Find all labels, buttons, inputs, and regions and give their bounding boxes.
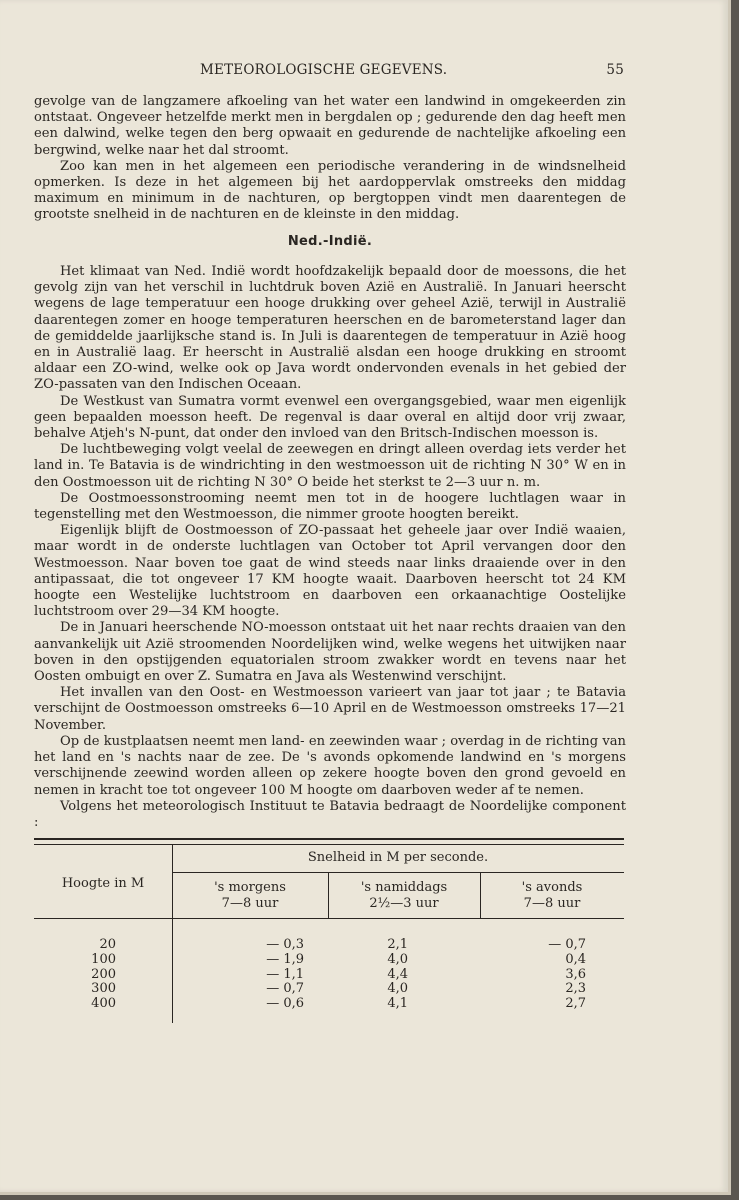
table-cell: 2,7	[565, 996, 586, 1012]
table-cell: 4,0	[387, 981, 408, 997]
subheader-line: 's morgens	[214, 880, 286, 895]
table-cell: 2,3	[565, 981, 586, 997]
table-cell: 4,0	[387, 951, 408, 967]
table-top-rule	[34, 838, 624, 840]
table-cell: 20	[99, 937, 116, 952]
group-header: Snelheid in M per seconde.	[307, 850, 489, 865]
table-header-rule	[34, 918, 624, 919]
morning-column	[172, 938, 304, 1012]
subheader-line: 2½—3 uur	[369, 896, 439, 911]
subheader-afternoon	[328, 880, 480, 912]
paragraph: De luchtbeweging volgt veelal de zeewegen en dringt alleen overdag iets verder het land in. Te Batavia is de windrichting in den westmoesson uit de richting N 30° W en in den Oostmoesson uit de richting N 30° O beide het sterkst te 2—3 uur n. m.	[34, 442, 626, 490]
table-cell: 400	[91, 996, 116, 1012]
table-cell: 3,6	[565, 966, 586, 982]
paragraph: Zoo kan men in het algemeen een periodische verandering in de windsnelheid opmerken. Is deze in het algemeen bij het aardoppervlak omstreeks den middag maximum en minimum in de nachturen, op bergtoppen vindt men daarentegen de grootste snelheid in de nachturen en de kleinste in den middag.	[34, 158, 626, 223]
paragraph: Eigenlijk blijft de Oostmoesson of ZO-passaat het geheele jaar over Indië waaien, maar wordt in de onderste luchtlagen van October tot April vervangen door den Westmoesson. Naar boven toe gaat de wind steeds naar links draaiende over in den antipassaat, die tot ongeveer 17 KM hoogte waait. Daarboven heerscht tot 24 KM hoogte een Westelijke luchtstroom en daarboven een orkaanachtige Oostelijke luchtstroom over 29—34 KM hoogte.	[34, 523, 626, 620]
paragraph: gevolge van de langzamere afkoeling van het water een landwind in omgekeerden zin ontstaat. Ongeveer hetzelfde merkt men in bergdalen op ; gedurende den dag heeft men een dalwind, welke tegen den berg opwaait en gedurende de nachtelijke afkoeling een bergwind, welke naar het dal stroomt.	[34, 94, 626, 158]
subheader-line: 7—8 uur	[221, 896, 279, 911]
paragraph: Het invallen van den Oost- en Westmoesson varieert van jaar tot jaar ; te Batavia verschijnt de Oostmoesson omstreeks 6—10 April en de Westmoesson omstreeks 17—21 November.	[34, 685, 626, 733]
table-top-rule-thin	[34, 844, 624, 845]
table-cell: 300	[91, 981, 116, 997]
paragraph: Op de kustplaatsen neemt men land- en zeewinden waar ; overdag in de richting van het land en 's nachts naar de zee. De 's avonds opkomende landwind en 's morgens verschijnende zeewind worden alleen op zekere hoogte boven den grond gevoeld en nemen in kracht toe tot ongeveer 100 M hoogte om daarboven weder af te nemen.	[34, 733, 626, 798]
table-cell: 100	[91, 951, 116, 967]
subheader-line: 's avonds	[521, 880, 583, 895]
wind-speed-table	[34, 838, 624, 1028]
paragraph: Volgens het meteorologisch Instituut te Batavia bedraagt de Noordelijke component :	[34, 798, 626, 830]
page-number: 55	[606, 62, 624, 78]
table-cell: 4,1	[387, 996, 408, 1012]
table-cell: — 0,7	[266, 981, 304, 997]
table-cell: — 0,3	[266, 937, 304, 952]
paragraph: Het klimaat van Ned. Indië wordt hoofdzakelijk bepaald door de moessons, die het gevolg zijn van het verschil in luchtdruk boven Azië en Australië. In Januari heerscht wegens de lage temperatuur een hooge drukking over geheel Azië, terwijl in Australië daarentegen zomer en hooge temperaturen heerschen en de barometerstand lager dan de gemiddelde jaarlijksche stand is. In Juli is daarentegen de temperatuur in Azië hoog en in Australië laag. Er heerscht in Australië alsdan een hooge drukking en stroomt aldaar een ZO-wind, welke ook op Java wordt ondervonden evenals in het gebied der ZO-passaten van den Indischen Oceaan.	[34, 264, 626, 393]
table-cell: — 1,9	[266, 951, 304, 967]
table-cell: 4,4	[387, 966, 408, 982]
subheader-line: 7—8 uur	[523, 896, 581, 911]
running-header	[34, 62, 624, 82]
section-body	[34, 264, 626, 831]
header-title: METEOROLOGISCHE GEGEVENS.	[200, 62, 448, 78]
paragraph: De in Januari heerschende NO-moesson ontstaat uit het naar rechts draaien van den aanvankelijk uit Azië stroomenden Noordelijken wind, welke wegens het uitwijken naar boven in den opstijgenden equatorialen stroom zwakker wordt en tevens naar het Oosten ombuigt en over Z. Sumatra en Java als Westenwind verschijnt.	[34, 620, 626, 685]
subheader-evening	[480, 880, 624, 912]
table-cell: — 0,7	[548, 937, 586, 952]
column-header-height: Hoogte in M	[61, 876, 145, 891]
height-column	[34, 938, 116, 1012]
subheader-morning	[172, 880, 328, 912]
table-cell: 0,4	[565, 951, 586, 967]
table-cell: — 1,1	[266, 966, 304, 982]
group-header-rule	[172, 872, 624, 873]
intro-text	[34, 94, 626, 224]
table-cell: 200	[91, 966, 116, 982]
evening-column	[480, 938, 586, 1012]
section-heading: Ned.-Indië.	[287, 234, 373, 249]
table-cell: 2,1	[387, 937, 408, 952]
paragraph: De Oostmoessonstrooming neemt men tot in de hoogere luchtlagen waar in tegenstelling met den Westmoesson, die nimmer groote hoogten bereikt.	[34, 490, 626, 523]
table-cell: — 0,6	[266, 996, 304, 1012]
paragraph: De Westkust van Sumatra vormt evenwel een overgangsgebied, waar men eigenlijk geen bepaalden moesson heeft. De regenval is daar overal en altijd door vrij zwaar, behalve Atjeh's N-punt, dat onder den invloed van den Britsch-Indischen moesson is.	[34, 393, 626, 442]
subheader-line: 's namiddags	[360, 880, 448, 895]
afternoon-column	[328, 938, 408, 1012]
